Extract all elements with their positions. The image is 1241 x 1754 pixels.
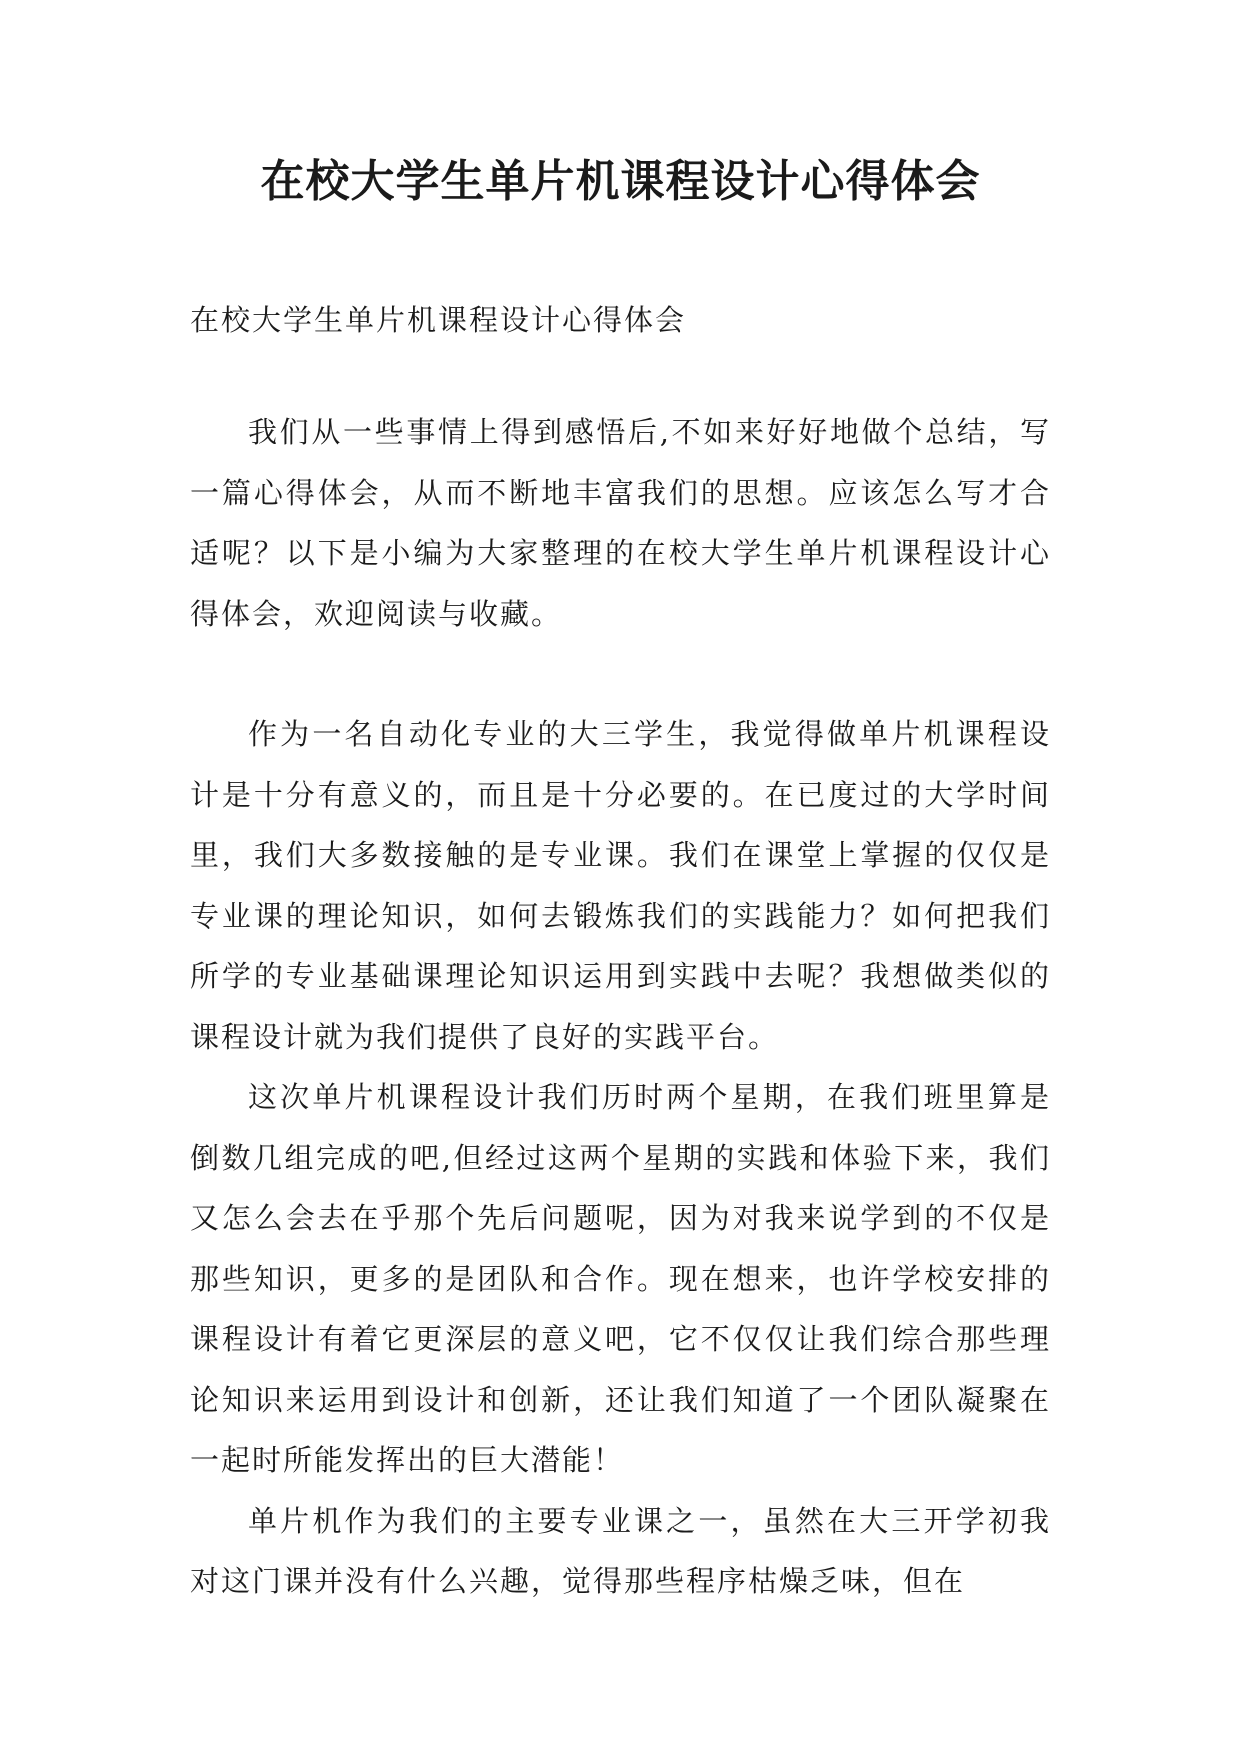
paragraph-3: 单片机作为我们的主要专业课之一，虽然在大三开学初我对这门课并没有什么兴趣，觉得那些程序枯燥乏味，但在 [190,1503,1051,1598]
paragraph-1: 作为一名自动化专业的大三学生，我觉得做单片机课程设计是十分有意义的，而且是十分必要的。在已度过的大学时间里，我们大多数接触的是专业课。我们在课堂上掌握的仅仅是专业课的理论知识，如何去锻炼我们的实践能力？如何把我们所学的专业基础课理论知识运用到实践中去呢？我想做类似的课程设计就为我们提供了良好的实践平台。 [190,717,1051,1054]
paragraph-intro: 我们从一些事情上得到感悟后,不如来好好地做个总结，写一篇心得体会，从而不断地丰富我们的思想。应该怎么写才合适呢？以下是小编为大家整理的在校大学生单片机课程设计心得体会，欢迎阅读与收藏。 [190,415,1051,631]
document-title: 在校大学生单片机课程设计心得体会 [260,156,981,207]
document-subtitle: 在校大学生单片机课程设计心得体会 [190,303,687,337]
document-body [190,402,1051,1612]
paragraph-2: 这次单片机课程设计我们历时两个星期，在我们班里算是倒数几组完成的吧,但经过这两个星期的实践和体验下来，我们又怎么会去在乎那个先后问题呢，因为对我来说学到的不仅是那些知识，更多的是团队和合作。现在想来，也许学校安排的课程设计有着它更深层的意义吧，它不仅仅让我们综合那些理论知识来运用到设计和创新，还让我们知道了一个团队凝聚在一起时所能发挥出的巨大潜能！ [190,1080,1051,1477]
